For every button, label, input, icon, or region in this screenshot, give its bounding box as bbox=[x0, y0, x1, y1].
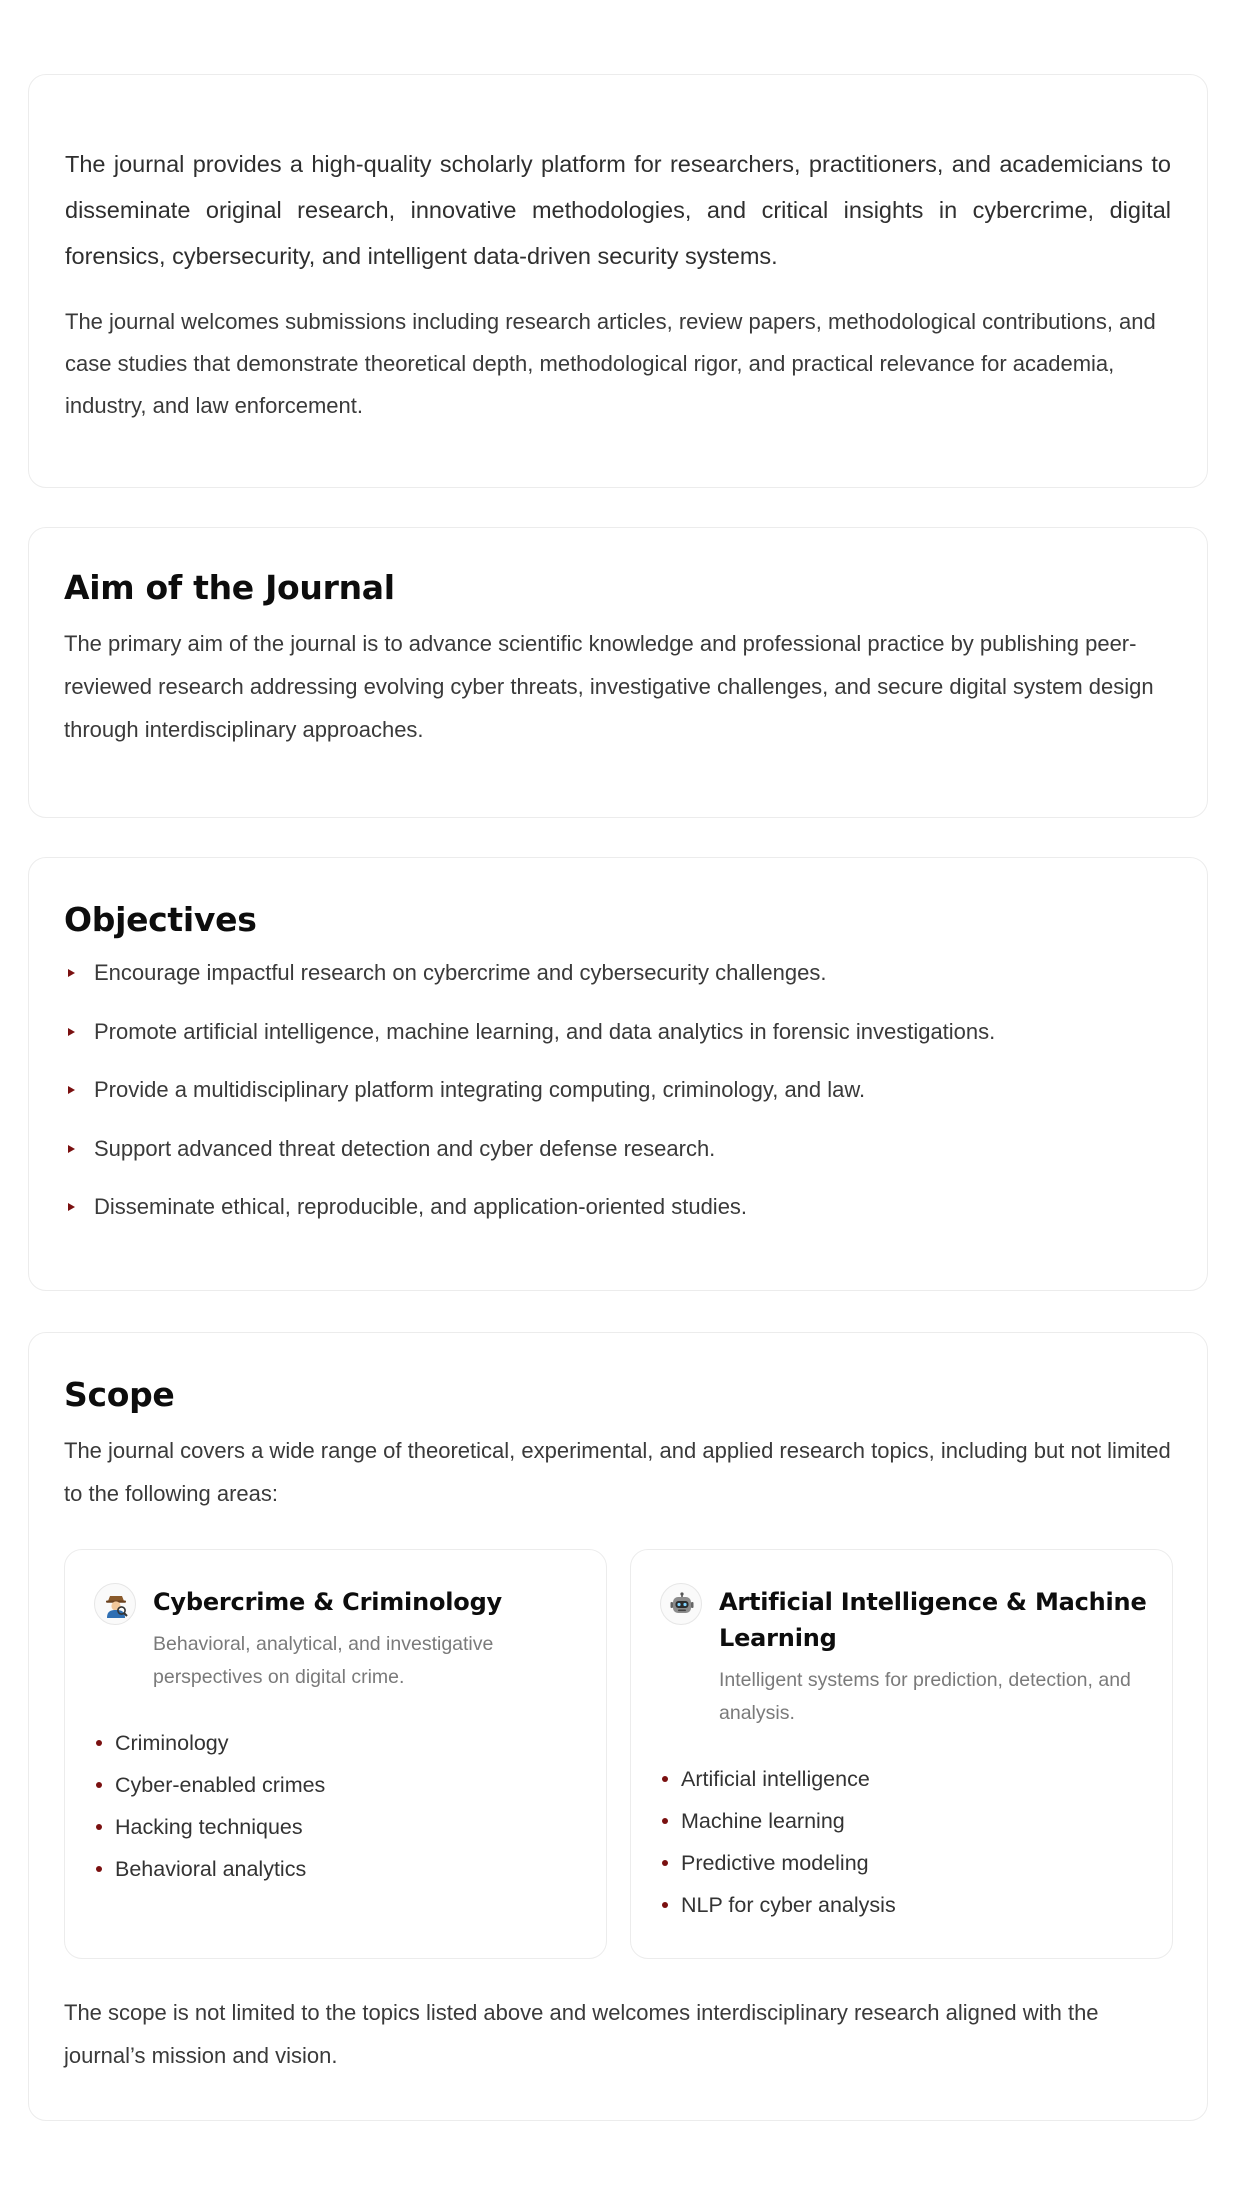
objective-text: Support advanced threat detection and cyber defense research. bbox=[94, 1135, 716, 1161]
topic-item-text: Artificial intelligence bbox=[681, 1767, 870, 1791]
objective-item bbox=[64, 1017, 1172, 1047]
topic-item-list bbox=[95, 1722, 325, 1890]
triangle-bullet-icon bbox=[68, 969, 75, 977]
dot-bullet-icon bbox=[662, 1776, 668, 1782]
topic-item bbox=[661, 1800, 896, 1842]
objective-text: Promote artificial intelligence, machine learning, and data analytics in forensic investigations. bbox=[94, 1018, 996, 1044]
topic-item bbox=[95, 1764, 325, 1806]
dot-bullet-icon bbox=[96, 1824, 102, 1830]
scope-title: Scope bbox=[64, 1375, 175, 1414]
objective-text: Disseminate ethical, reproducible, and application-oriented studies. bbox=[94, 1194, 748, 1219]
topic-item-text: Behavioral analytics bbox=[115, 1857, 307, 1881]
dot-bullet-icon bbox=[662, 1860, 668, 1866]
topic-item bbox=[661, 1842, 896, 1884]
topic-item-text: Machine learning bbox=[681, 1809, 845, 1833]
topic-item bbox=[661, 1884, 896, 1926]
intro-paragraph-1: The journal provides a high-quality scholarly platform for researchers, practitioners, and academicians to disseminate original research, innovative methodologies, and critical insights in cybercrime, digital forensics, cybersecurity, and intelligent data-driven security systems. bbox=[65, 151, 1171, 269]
topic-item bbox=[95, 1806, 325, 1848]
scope-footer-note: The scope is not limited to the topics listed above and welcomes interdisciplinary research aligned with the journal’s mission and vision. bbox=[64, 2000, 1099, 2068]
topic-title: Artificial Intelligence & Machine Learning bbox=[719, 1588, 1147, 1652]
topic-item-text: Criminology bbox=[115, 1731, 229, 1755]
triangle-bullet-icon bbox=[68, 1028, 75, 1036]
objectives-list bbox=[64, 958, 1172, 1222]
topic-item bbox=[95, 1848, 325, 1890]
topic-card-ai-ml bbox=[630, 1549, 1173, 1959]
aim-card bbox=[28, 527, 1208, 818]
objectives-card bbox=[28, 857, 1208, 1291]
topic-item-list bbox=[661, 1758, 896, 1926]
scope-topic-grid bbox=[64, 1549, 1173, 1959]
objectives-title: Objectives bbox=[64, 900, 257, 939]
topic-item-text: Cyber-enabled crimes bbox=[115, 1773, 326, 1797]
triangle-bullet-icon bbox=[68, 1203, 75, 1211]
topic-item-text: NLP for cyber analysis bbox=[681, 1893, 896, 1917]
triangle-bullet-icon bbox=[68, 1145, 75, 1153]
topic-item bbox=[661, 1758, 896, 1800]
scope-intro: The journal covers a wide range of theoretical, experimental, and applied research topics, including but not limited to the following areas: bbox=[64, 1438, 1171, 1506]
dot-bullet-icon bbox=[96, 1866, 102, 1872]
objective-text: Provide a multidisciplinary platform integrating computing, criminology, and law. bbox=[94, 1077, 866, 1102]
objective-text: Encourage impactful research on cybercrime and cybersecurity challenges. bbox=[94, 960, 827, 985]
objective-item bbox=[64, 1075, 1172, 1105]
scope-card bbox=[28, 1332, 1208, 2121]
triangle-bullet-icon bbox=[68, 1086, 75, 1094]
objective-item bbox=[64, 1192, 1172, 1222]
dot-bullet-icon bbox=[662, 1818, 668, 1824]
topic-item-text: Predictive modeling bbox=[681, 1851, 869, 1875]
robot-icon bbox=[660, 1583, 702, 1625]
topic-title: Cybercrime & Criminology bbox=[153, 1588, 502, 1616]
dot-bullet-icon bbox=[96, 1740, 102, 1746]
objective-item bbox=[64, 1134, 1172, 1164]
detective-icon bbox=[94, 1583, 136, 1625]
topic-description: Intelligent systems for prediction, detection, and analysis. bbox=[719, 1669, 1131, 1724]
topic-description: Behavioral, analytical, and investigative perspectives on digital crime. bbox=[153, 1633, 494, 1688]
objective-item bbox=[64, 958, 1172, 988]
intro-paragraph-2: The journal welcomes submissions including research articles, review papers, methodological contributions, and case studies that demonstrate theoretical depth, methodological rigor, and practical relevance for academia, industry, and law enforcement. bbox=[65, 309, 1156, 418]
aim-text: The primary aim of the journal is to advance scientific knowledge and professional practice by publishing peer-reviewed research addressing evolving cyber threats, investigative challenges, and secure digital system design through interdisciplinary approaches. bbox=[64, 631, 1154, 742]
dot-bullet-icon bbox=[96, 1782, 102, 1788]
topic-item bbox=[95, 1722, 325, 1764]
topic-item-text: Hacking techniques bbox=[115, 1815, 303, 1839]
aim-title: Aim of the Journal bbox=[64, 568, 395, 607]
topic-card-cybercrime bbox=[64, 1549, 607, 1959]
intro-card bbox=[28, 74, 1208, 488]
dot-bullet-icon bbox=[662, 1902, 668, 1908]
